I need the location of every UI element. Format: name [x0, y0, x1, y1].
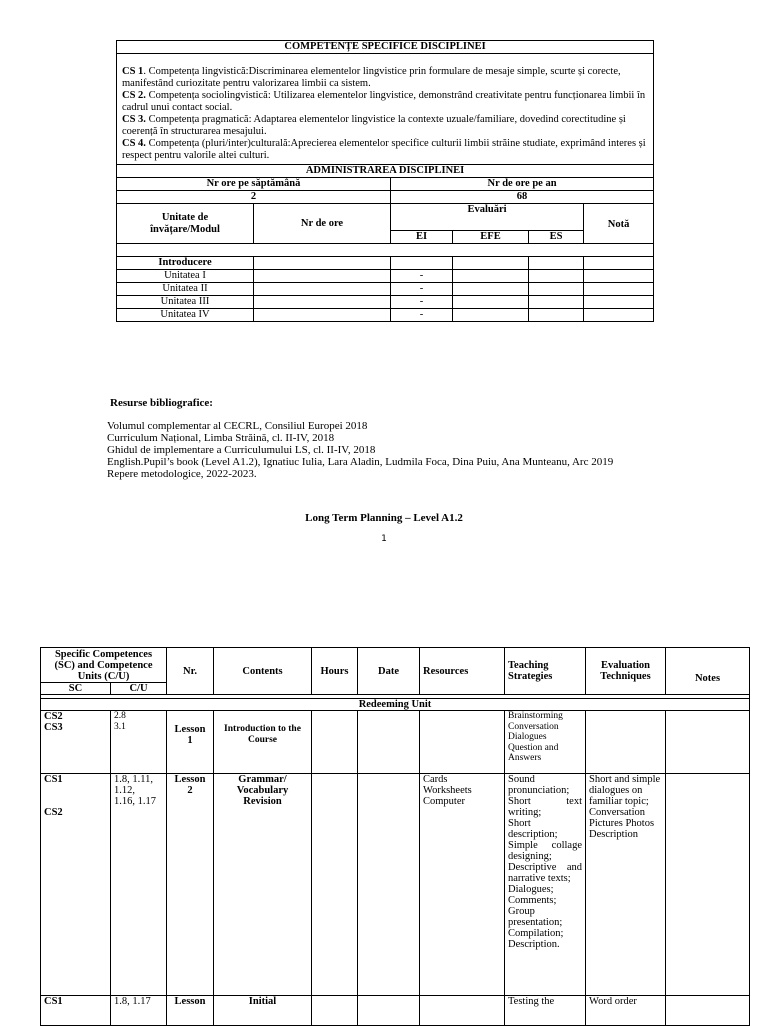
col-efe: EFE — [453, 231, 529, 244]
competences-table — [116, 40, 654, 322]
col-unit: Unitate de învățare/Modul — [117, 204, 254, 244]
header-hours: Hours — [312, 648, 358, 695]
admin-title: ADMINISTRAREA DISCIPLINEI — [117, 165, 654, 178]
table-row: CS2 CS3 2.8 3.1 Lesson 1 Introduction to the Course Brainstorming Conversation Dialogues Question and Answers — [41, 711, 750, 774]
header-sc: SC — [41, 683, 111, 695]
header-contents: Contents — [214, 648, 312, 695]
header-strategies: Teaching Strategies — [505, 648, 586, 695]
table-row: Unitatea III - — [117, 296, 654, 309]
bibliography-title: Resurse bibliografice: — [110, 397, 213, 409]
header-date: Date — [358, 648, 420, 695]
bibliography-item: Repere metodologice, 2022-2023. — [107, 468, 257, 480]
col-hours: Nr de ore — [254, 204, 391, 244]
bibliography-item: Volumul complementar al CECRL, Consiliul Europei 2018 — [107, 420, 368, 432]
header-cu: C/U — [111, 683, 167, 695]
header-nr: Nr. — [167, 648, 214, 695]
hours-week-value: 2 — [117, 191, 391, 204]
col-nota: Notă — [584, 204, 654, 244]
planning-title: Long Term Planning – Level A1.2 — [305, 512, 463, 524]
competence-item: CS 4. Competența (pluri/inter)culturală:Aprecierea elementelor specifice culturii limbii străine studiate, exprimând interes și respect pentru valorile altei culturi. — [122, 138, 646, 161]
table-row: CS1 1.8, 1.17 Lesson Initial Testing the Word order — [41, 996, 750, 1026]
table-row: Unitatea IV - — [117, 309, 654, 322]
table-row: Introducere — [117, 257, 654, 270]
competence-item: CS 3. Competența pragmatică: Adaptarea elementelor lingvistice la contexte uzuale/familiare, dovedind corectitudine și coerență în structurarea mesajului. — [122, 114, 626, 137]
unit-title: Redeeming Unit — [41, 699, 750, 711]
header-evaluation: Evaluation Techniques — [586, 648, 666, 695]
competences-title: COMPETENȚE SPECIFICE DISCIPLINEI — [117, 41, 654, 54]
hours-year-label: Nr de ore pe an — [391, 178, 654, 191]
competence-item: CS 2. Competența sociolingvistică: Utilizarea elementelor lingvistice, demonstrând creativitate pentru funcționarea limbii în cadrul unui contact social. — [122, 90, 646, 113]
hours-year-value: 68 — [391, 191, 654, 204]
page-number: 1 — [381, 534, 387, 544]
competence-item: CS 1. Competența lingvistică:Discriminarea elementelor lingvistice prin formulare de mesaje simple, scurte și corecte, manifestând curiozitate pentru valorizarea limbii ca sistem. — [122, 66, 621, 89]
competences-list — [117, 54, 654, 165]
bibliography-item: English.Pupil’s book (Level A1.2), Ignatiuc Iulia, Lara Aladin, Ludmila Foca, Dina Puiu, Ana Munteanu, Arc 2019 — [107, 456, 614, 468]
table-row: CS1 CS2 1.8, 1.11, 1.12, 1.16, 1.17 Lesson 2 Grammar/ Vocabulary Revision Cards Worksheets Computer Sound pronunciation; Short text writing; Short description; Simple collage designing; Descriptive and narrative texts; Dialogues; Comments; Group presentation; Compilation; Description. Short and simple dialogues on familiar topic; Conversation Pictures Photos Description — [41, 774, 750, 996]
planning-table — [40, 647, 750, 1026]
bibliography-item: Ghidul de implementare a Curriculumului LS, cl. II-IV, 2018 — [107, 444, 376, 456]
header-resources: Resources — [420, 648, 505, 695]
col-ei: EI — [391, 231, 453, 244]
hours-week-label: Nr ore pe săptămână — [117, 178, 391, 191]
table-row: Unitatea I - — [117, 270, 654, 283]
col-es: ES — [529, 231, 584, 244]
bibliography-list — [107, 420, 613, 480]
bibliography-item: Curriculum Național, Limba Străină, cl. II-IV, 2018 — [107, 432, 335, 444]
table-row: Unitatea II - — [117, 283, 654, 296]
header-competences: Specific Competences (SC) and Competence Units (C/U) — [41, 648, 167, 683]
col-eval: Evaluări — [391, 204, 584, 231]
spacer-row — [117, 244, 654, 257]
header-notes: Notes — [666, 648, 750, 695]
